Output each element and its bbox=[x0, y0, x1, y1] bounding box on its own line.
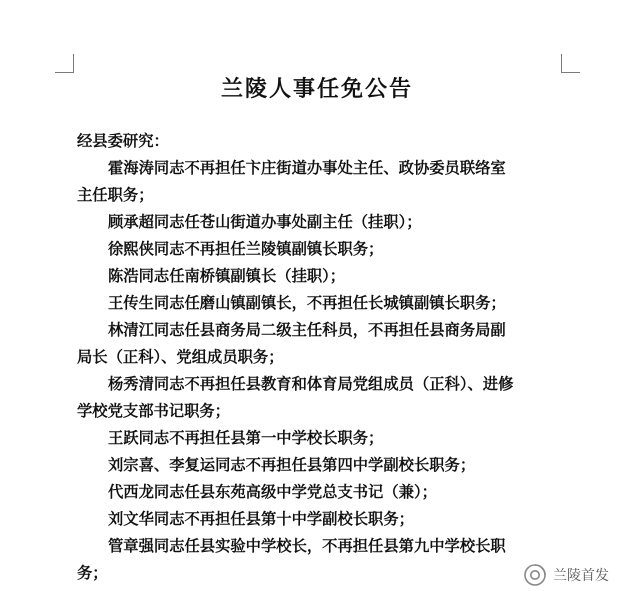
document-line: 王跃同志不再担任县第一中学校长职务； bbox=[108, 429, 384, 447]
document-line: 局长（正科）、党组成员职务； bbox=[77, 348, 284, 366]
crop-mark-top-right bbox=[561, 54, 580, 73]
document-line: 学校党支部书记职务； bbox=[77, 402, 230, 420]
document-line: 王传生同志任磨山镇副镇长，不再担任长城镇副镇长职务； bbox=[108, 294, 506, 312]
document-line: 霍海涛同志不再担任卞庄街道办事处主任、政协委员联络室 bbox=[108, 159, 506, 177]
document-line: 林清江同志任县商务局二级主任科员，不再担任县商务局副 bbox=[108, 321, 506, 339]
document-line: 陈浩同志任南桥镇副镇长（挂职）； bbox=[108, 267, 346, 285]
appointment-list bbox=[77, 155, 557, 587]
document-line: 杨秀清同志不再担任县教育和体育局党组成员（正科）、进修 bbox=[108, 375, 514, 393]
wechat-official-account-icon bbox=[523, 563, 547, 587]
document-line: 代西龙同志任县东苑高级中学党总支书记（兼）； bbox=[108, 483, 437, 501]
watermark bbox=[523, 562, 631, 588]
document-title: 兰陵人事任免公告 bbox=[220, 77, 413, 102]
document-line: 顾承超同志任苍山街道办事处副主任（挂职）； bbox=[108, 213, 422, 231]
document-line: 徐熙侠同志不再担任兰陵镇副镇长职务； bbox=[108, 240, 384, 258]
document-line: 主任职务； bbox=[77, 186, 154, 204]
document-line: 刘文华同志不再担任县第十中学副校长职务； bbox=[108, 510, 414, 528]
crop-mark-top-left bbox=[55, 54, 74, 73]
document-line: 刘宗喜、李复运同志不再担任县第四中学副校长职务； bbox=[108, 456, 476, 474]
document-line: 管章强同志任县实验中学校长，不再担任县第九中学校长职 bbox=[108, 537, 506, 555]
watermark-label: 兰陵首发 bbox=[553, 568, 609, 584]
intro-line: 经县委研究： bbox=[77, 132, 169, 150]
document-line: 务； bbox=[77, 564, 108, 582]
document-body bbox=[77, 128, 557, 587]
